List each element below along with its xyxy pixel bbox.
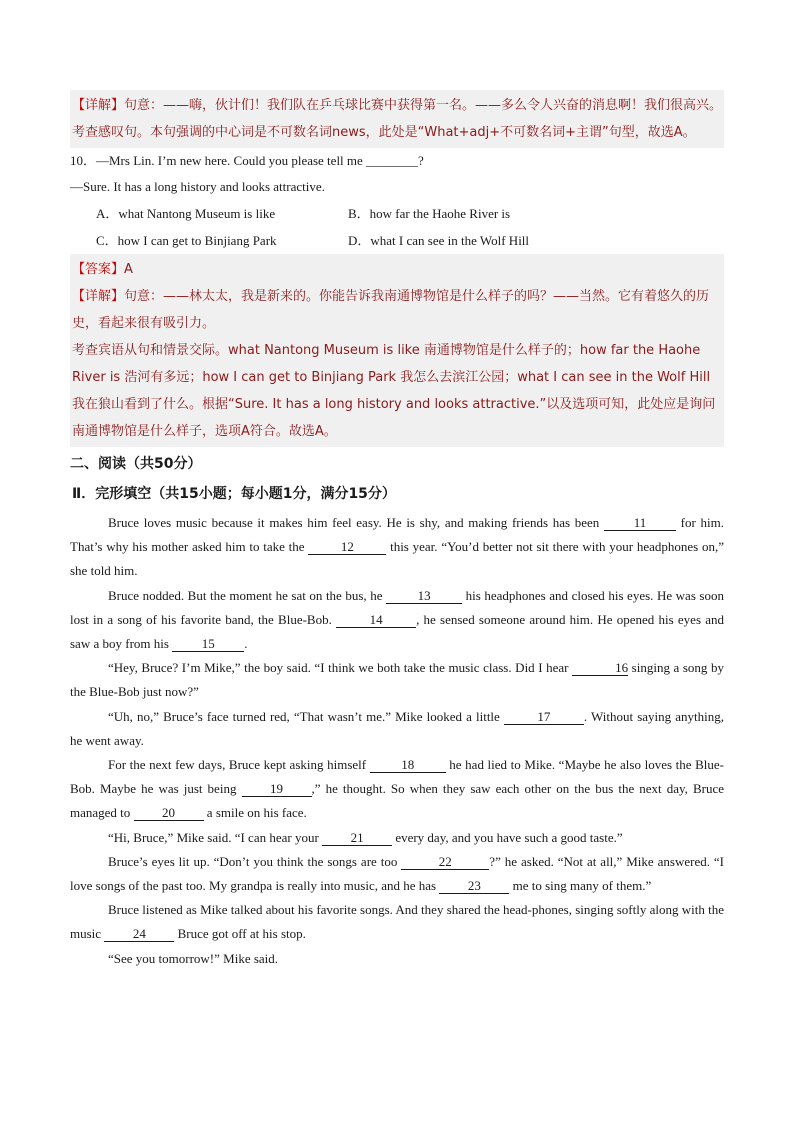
exam-page bbox=[70, 90, 724, 971]
q9-explain-line bbox=[72, 92, 724, 119]
q10-answer-explanation bbox=[70, 254, 724, 447]
passage-paragraph bbox=[70, 656, 724, 704]
text: For the next few days, Bruce kept asking himself bbox=[108, 757, 370, 773]
text: Bruce nodded. But the moment he sat on the bus, he bbox=[108, 587, 387, 603]
q10-explain-text2: 考查宾语从句和情景交际。what Nantong Museum is like 南通博物馆是什么样子的；how far the Haohe River is 浩河有多远；how I can get to Binjiang Park 我怎么去滨江公园；what I can see in the Wolf Hill 我在狼山看到了什么。根据“Sure. It has a long history and looks attractive.”以及选项可知，此处应是询问南通博物馆是什么样子，选项A符合。故选A。 bbox=[72, 343, 716, 439]
section-heading: 二、阅读（共50分） bbox=[70, 456, 202, 472]
q9-explanation bbox=[70, 90, 724, 148]
q10-question: 10．—Mrs Lin. I’m new here. Could you please tell me ________? bbox=[70, 153, 424, 168]
q10-options-row1 bbox=[70, 200, 724, 227]
passage-paragraph bbox=[70, 898, 724, 946]
text: Bruce listened as Mike talked about his favorite songs. And they shared the head-phones, singing softly along with the music bbox=[70, 902, 724, 942]
text: me to sing many of them.” bbox=[509, 878, 652, 894]
text: “Hey, Bruce? I’m Mike,” the boy said. “I think we both take the music class. Did I hear bbox=[108, 660, 573, 676]
q9-explain-text1: 句意：——嗨，伙计们！我们队在乒乓球比赛中获得第一名。——多么令人兴奋的消息啊！我们很高兴。 bbox=[124, 98, 723, 113]
text: Bruce loves music because it makes him feel easy. He is shy, and making friends has been bbox=[108, 515, 604, 530]
q10-explain-line bbox=[72, 283, 724, 337]
option-d: D．what I can see in the Wolf Hill bbox=[348, 233, 530, 248]
q9-explain-text2: 考查感叹句。本句强调的中心词是不可数名词news，此处是“What+adj+不可数名词+主谓”句型，故选A。 bbox=[72, 125, 696, 140]
passage-paragraph bbox=[70, 511, 724, 584]
text: ?” he asked. “Not at all,” Mike answered. “I love songs of the past too. My grandpa is really into music, and he has bbox=[70, 853, 725, 894]
blank-24[interactable]: 24 bbox=[104, 926, 174, 942]
explain-tag: 【详解】 bbox=[72, 98, 125, 113]
q10-options-row2 bbox=[70, 227, 724, 254]
text: “Uh, no,” Bruce’s face turned red, “That wasn’t me.” Mike looked a little bbox=[108, 708, 504, 724]
passage-paragraph bbox=[70, 584, 724, 657]
blank-16[interactable]: 16 bbox=[572, 660, 628, 676]
cloze-heading: Ⅱ．完形填空（共15小题；每小题1分，满分15分） bbox=[72, 486, 396, 502]
option-a: A．what Nantong Museum is like bbox=[96, 206, 276, 221]
passage-paragraph bbox=[70, 826, 724, 850]
blank-22[interactable]: 22 bbox=[401, 854, 489, 870]
blank-19[interactable]: 19 bbox=[242, 781, 312, 797]
blank-18[interactable]: 18 bbox=[370, 757, 446, 773]
passage-paragraph bbox=[70, 753, 724, 826]
text: Bruce’s eyes lit up. “Don’t you think the songs are too bbox=[108, 853, 402, 869]
answer-value: A bbox=[124, 262, 133, 277]
text: every day, and you have such a good taste.” bbox=[392, 829, 623, 845]
text: this year. “You’d better not sit there with your headphones on,” she told him. bbox=[70, 539, 724, 579]
text: ,” he thought. So when they saw each other on the bus the next day, Bruce managed to bbox=[70, 781, 724, 821]
blank-15[interactable]: 15 bbox=[172, 636, 244, 652]
text: singing a song by the Blue-Bob just now?” bbox=[70, 660, 724, 700]
option-b: B．how far the Haohe River is bbox=[348, 206, 511, 221]
text: . Without saying anything, he went away. bbox=[70, 708, 724, 748]
passage-paragraph bbox=[70, 705, 724, 753]
blank-11[interactable]: 11 bbox=[604, 515, 676, 531]
text: , he sensed someone around him. He opened his eyes and saw a boy from his bbox=[70, 611, 724, 652]
cloze-passage bbox=[70, 511, 724, 971]
text: “See you tomorrow!” Mike said. bbox=[108, 950, 279, 966]
blank-12[interactable]: 12 bbox=[308, 539, 386, 555]
q10-reply: —Sure. It has a long history and looks attractive. bbox=[70, 179, 325, 194]
q10-answer bbox=[72, 256, 724, 283]
blank-17[interactable]: 17 bbox=[504, 709, 584, 725]
text: for him. That’s why his mother asked him to take the bbox=[70, 515, 725, 555]
passage-paragraph bbox=[70, 850, 724, 898]
text: “Hi, Bruce,” Mike said. “I can hear your bbox=[108, 829, 323, 845]
blank-20[interactable]: 20 bbox=[134, 805, 204, 821]
explain-tag: 【详解】 bbox=[72, 289, 125, 304]
option-c: C．how I can get to Binjiang Park bbox=[96, 233, 277, 248]
blank-23[interactable]: 23 bbox=[439, 878, 509, 894]
text: a smile on his face. bbox=[203, 805, 307, 821]
text: Bruce got off at his stop. bbox=[174, 926, 306, 942]
text: he had lied to Mike. “Maybe he also loves the Blue-Bob. Maybe he was just being bbox=[70, 757, 724, 797]
passage-paragraph bbox=[70, 947, 724, 971]
answer-tag: 【答案】 bbox=[72, 262, 125, 277]
text: his headphones and closed his eyes. He was soon lost in a song of his favorite band, the Blue-Bob. bbox=[70, 587, 724, 627]
q10-explain-text1: 句意：——林太太，我是新来的。你能告诉我南通博物馆是什么样子的吗？——当然。它有着悠久的历史，看起来很有吸引力。 bbox=[72, 289, 710, 331]
blank-13[interactable]: 13 bbox=[386, 588, 462, 604]
blank-21[interactable]: 21 bbox=[322, 830, 392, 846]
text: . bbox=[244, 636, 248, 652]
blank-14[interactable]: 14 bbox=[336, 612, 416, 628]
